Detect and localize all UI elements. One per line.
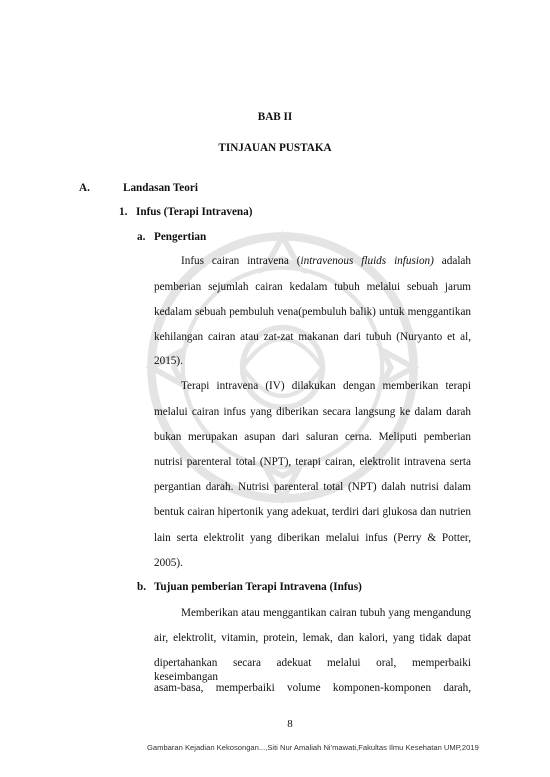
para3-line-3: dipertahankan secara adekuat melalui oral, memperbaiki keseimbangan [154,657,471,683]
para3-line-4: asam-basa, memperbaiki volume komponen-komponen darah, [154,682,471,694]
para1-line-1 [181,254,471,268]
para1-line-2: pemberian sejumlah cairan kedalam tubuh melalui sebuah jarum [154,281,471,293]
chapter-title: TINJAUAN PUSTAKA [218,142,332,154]
para1-line1-pre: Infus cairan intravena ( [181,255,301,267]
footer-citation: Gambaran Kejadian Kekosongan...,Siti Nur Amaliah Ni'mawati,Fakultas Ilmu Kesehatan UMP,2019 [147,743,479,752]
para3-line-2: air, elektrolit, vitamin, protein, lemak, dan kalori, yang tidak dapat [154,632,471,644]
para1-line1-post: adalah [433,255,471,267]
subsection-a-title: Pengertian [154,231,207,243]
page-number: 8 [287,718,293,730]
subsection-a-marker: a. [137,231,146,243]
subsection-b-marker: b. [137,581,147,593]
para2-line-4: nutrisi parenteral total (NPT), terapi cairan, elektrolit intravena serta [154,456,471,468]
para2-line-2: melalui cairan infus yang diberikan secara langsung ke dalam darah [154,406,471,418]
para2-line-5: pergantian darah. Nutrisi parenteral total (NPT) dalah nutrisi dalam [154,481,471,493]
para2-line-7: lain serta elektrolit yang diberikan melalui infus (Perry & Potter, [154,532,471,544]
para1-line-4: kehilangan cairan atau zat-zat makanan dari tubuh (Nuryanto et al, [154,331,471,343]
para2-line-3: bukan merupakan asupan dari saluran cerna. Meliputi pemberian [154,431,471,443]
section-1-marker: 1. [119,206,128,218]
section-a-marker: A. [79,182,90,194]
chapter-number: BAB II [257,111,293,123]
para2-line-6: bentuk cairan hipertonik yang adekuat, terdiri dari glukosa dan nutrien [154,506,471,518]
section-a-title: Landasan Teori [123,182,198,194]
para1-line1-term: intravenous fluids infusion) [300,255,434,267]
para2-line-8: 2005). [154,557,183,569]
section-1-title: Infus (Terapi Intravena) [136,206,253,218]
para3-line-1: Memberikan atau menggantikan cairan tubuh yang mengandung [181,607,471,619]
para2-line-1: Terapi intravena (IV) dilakukan dengan memberikan terapi [181,380,471,392]
subsection-b-title: Tujuan pemberian Terapi Intravena (Infus) [154,581,362,593]
para1-line-5: 2015). [154,355,183,367]
para1-line-3: kedalam sebuah pembuluh vena(pembuluh balik) untuk menggantikan [154,306,471,318]
